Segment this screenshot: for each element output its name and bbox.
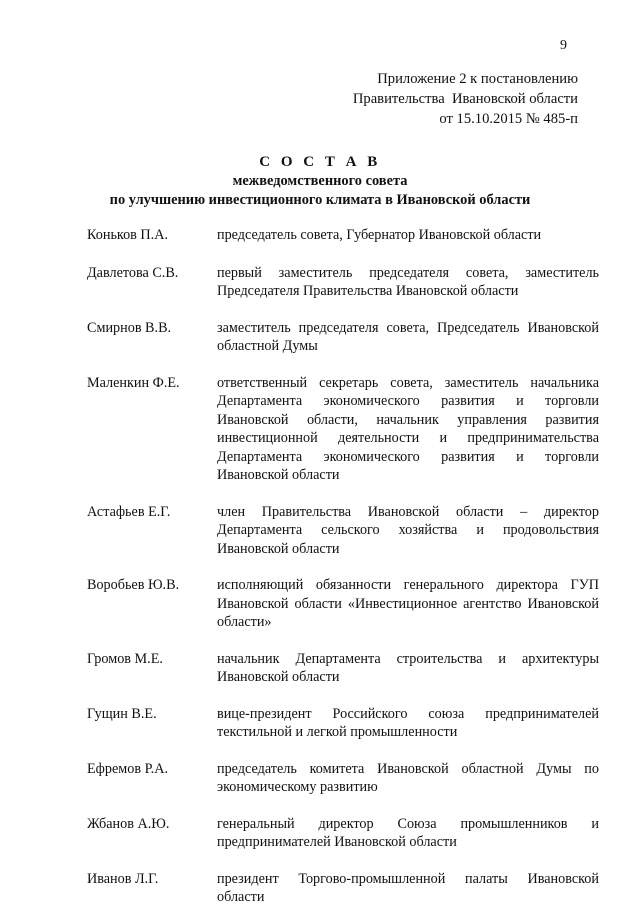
- member-name: Иванов Л.Г.: [87, 870, 159, 887]
- title-subtitle-2: по улучшению инвестиционного климата в Ивановской области: [109, 192, 531, 208]
- member-name: Смирнов В.В.: [87, 319, 172, 336]
- member-row: [87, 760, 599, 797]
- member-row: [87, 576, 599, 632]
- member-role: исполняющий обязанности генерального директора ГУП Ивановской области «Инвестиционное агентство Ивановской области»: [217, 577, 599, 630]
- member-role: ответственный секретарь совета, заместитель начальника Департамента экономического развития и торговли Ивановской области, начальник управления развития инвестиционной деятельности и предпринимательства Департамента экономического развития и торговли Ивановской области: [217, 374, 599, 483]
- member-name: Давлетова С.В.: [87, 264, 179, 281]
- member-role: президент Торгово-промышленной палаты Ивановской области: [217, 870, 599, 905]
- member-row: [87, 870, 599, 907]
- member-row: [87, 815, 599, 852]
- member-row: [87, 650, 599, 687]
- appendix-line-3: от 15.10.2015 № 485-п: [439, 111, 578, 127]
- member-role: председатель совета, Губернатор Ивановской области: [217, 227, 542, 243]
- member-row: [87, 503, 599, 559]
- member-row: [87, 319, 599, 356]
- member-role: первый заместитель председателя совета, заместитель Председателя Правительства Ивановской области: [217, 264, 599, 299]
- member-role: заместитель председателя совета, Председатель Ивановской областной Думы: [217, 319, 599, 354]
- member-row: [87, 264, 599, 301]
- page-number: 9: [560, 38, 567, 53]
- member-name: Ефремов Р.А.: [87, 760, 169, 777]
- member-row: [87, 374, 599, 485]
- member-row: [87, 705, 599, 742]
- appendix-reference: [353, 69, 578, 129]
- member-role: начальник Департамента строительства и архитектуры Ивановской области: [217, 650, 599, 685]
- member-role: председатель комитета Ивановской областной Думы по экономическому развитию: [217, 760, 599, 795]
- appendix-line-2: Правительства Ивановской области: [352, 91, 578, 107]
- member-role: генеральный директор Союза промышленников и предпринимателей Ивановской области: [217, 815, 599, 850]
- member-name: Громов М.Е.: [87, 650, 163, 667]
- member-name: Коньков П.А.: [87, 227, 169, 243]
- member-name: Астафьев Е.Г.: [87, 503, 171, 520]
- document-title: [0, 152, 640, 210]
- members-list: [87, 226, 599, 907]
- member-name: Жбанов А.Ю.: [87, 815, 170, 832]
- title-main: С О С Т А В: [259, 154, 381, 170]
- member-name: Воробьев Ю.В.: [87, 577, 180, 593]
- member-role: вице-президент Российского союза предпринимателей текстильной и легкой промышленности: [217, 705, 599, 740]
- member-name: Гущин В.Е.: [87, 705, 157, 722]
- title-subtitle-1: межведомственного совета: [232, 173, 408, 189]
- member-row: [87, 226, 599, 245]
- appendix-line-1: Приложение 2 к постановлению: [377, 71, 578, 87]
- member-name: Маленкин Ф.Е.: [87, 374, 180, 391]
- member-role: член Правительства Ивановской области – директор Департамента сельского хозяйства и продовольствия Ивановской области: [217, 503, 599, 557]
